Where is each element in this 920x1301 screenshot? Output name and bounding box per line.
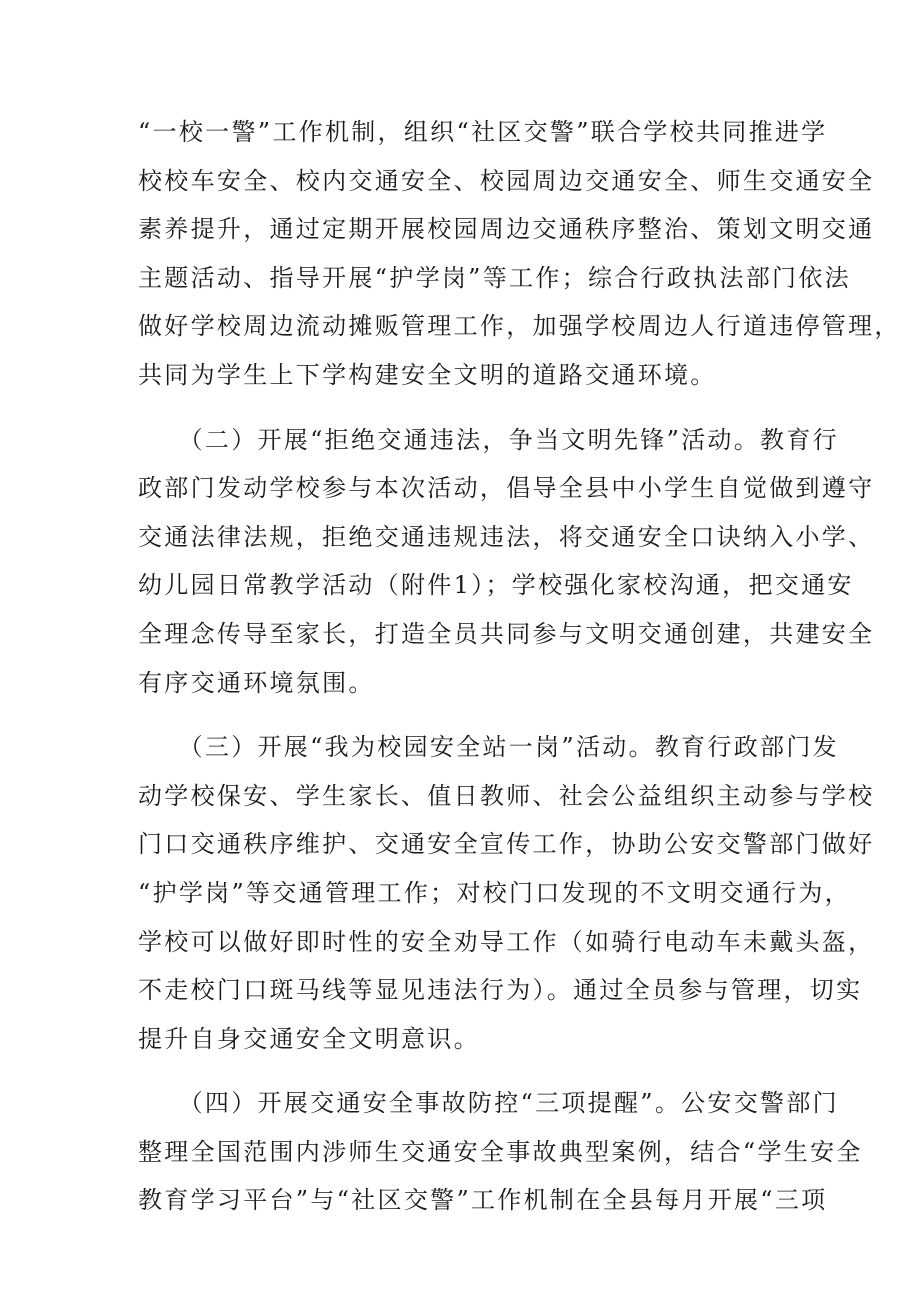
text-line: 校校车安全、校内交通安全、校园周边交通安全、师生交通安全 [138,166,875,195]
text-line: 门口交通秩序维护、交通安全宣传工作，协助公安交警部门做好 [138,830,875,859]
text-line: 动学校保安、学生家长、值日教师、社会公益组织主动参与学校 [138,781,875,810]
text-line: 主题活动、指导开展“护学岗”等工作；综合行政执法部门依法 [138,263,851,292]
paragraph-1 [138,108,901,400]
text-line: 整理全国范围内涉师生交通安全事故典型案例，结合“学生安全 [138,1137,863,1166]
text-line: （二）开展“拒绝交通违法，争当文明先锋”活动。教育行 [138,425,839,454]
text-line: 全理念传导至家长，打造全员共同参与文明交通创建，共建安全 [138,619,875,648]
paragraph-2 [138,416,875,708]
paragraph-gap [138,1063,798,1079]
paragraph-gap [138,707,798,723]
text-line: 有序交通环境氛围。 [138,668,375,697]
text-line: 学校可以做好即时性的安全劝导工作（如骑行电动车未戴头盔， [138,927,875,956]
text-line: 政部门发动学校参与本次活动，倡导全县中小学生自觉做到遵守 [138,474,875,503]
text-line: 素养提升，通过定期开展校园周边交通秩序整治、策划文明交通 [138,215,875,244]
paragraph-3 [138,723,875,1063]
text-line: 教育学习平台”与“社区交警”工作机制在全县每月开展“三项 [138,1186,828,1215]
text-line: “一校一警”工作机制，组织“社区交警”联合学校共同推进学 [138,118,828,146]
document-body [138,108,901,1225]
text-line: （四）开展交通安全事故防控“三项提醒”。公安交警部门 [138,1089,839,1118]
text-line: 提升自身交通安全文明意识。 [138,1024,480,1053]
paragraph-gap [138,400,798,416]
text-line: “护学岗”等交通管理工作；对校门口发现的不文明交通行为， [138,878,851,907]
text-line: 幼儿园日常教学活动（附件1）；学校强化家校沟通，把交通安 [138,571,854,600]
paragraph-4 [138,1079,863,1225]
text-line: （三）开展“我为校园安全站一岗”活动。教育行政部门发 [138,733,839,762]
text-line: 交通法律法规，拒绝交通违规违法，将交通安全口诀纳入小学、 [138,522,875,551]
text-line: 共同为学生上下学构建安全文明的道路交通环境。 [138,360,717,389]
text-line: 不走校门口斑马线等显见违法行为）。通过全员参与管理，切实 [138,976,863,1005]
text-line: 做好学校周边流动摊贩管理工作，加强学校周边人行道违停管理， [138,312,901,341]
